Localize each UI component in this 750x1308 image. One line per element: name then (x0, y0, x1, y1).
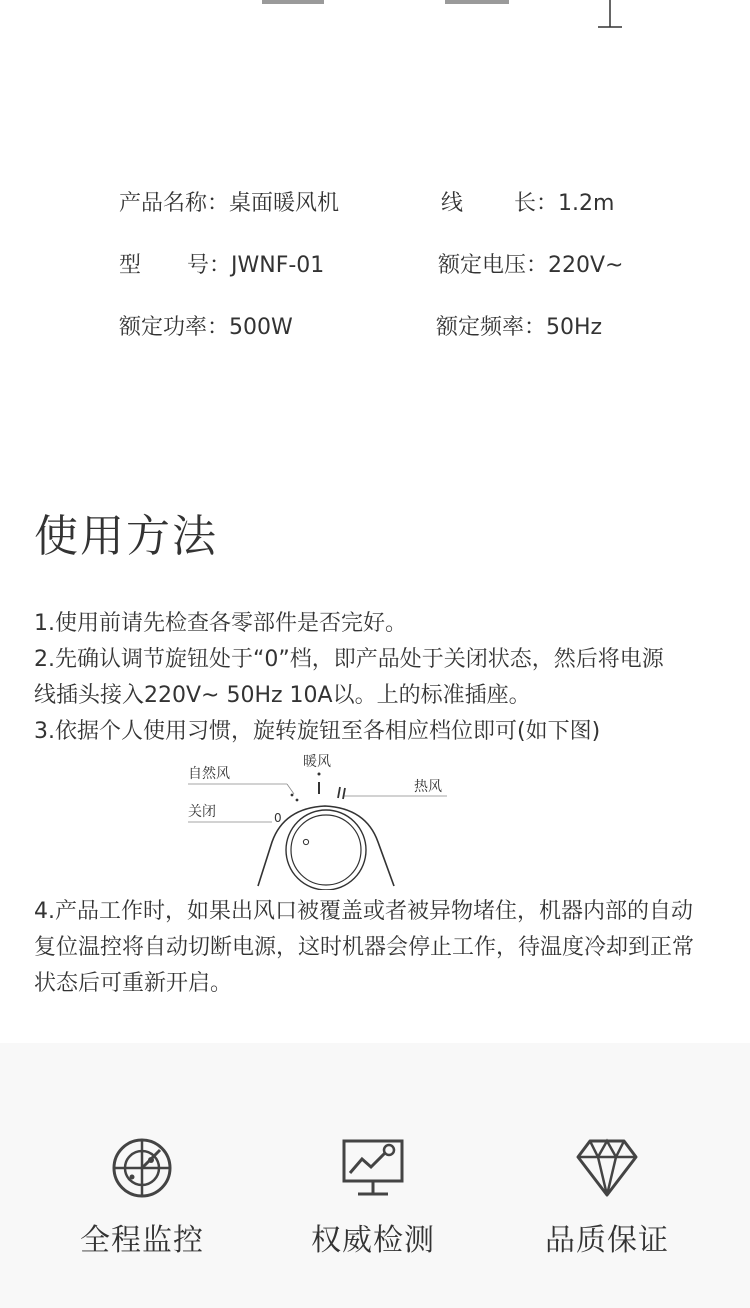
spec-cord-length (441, 186, 614, 217)
spec-label-part: 线 (441, 191, 464, 216)
spec-value: 500W (229, 315, 293, 340)
feature-label: 权威检测 (311, 1223, 435, 1258)
feature-label: 品质保证 (545, 1223, 669, 1258)
spec-label: 产品名称： (119, 191, 230, 216)
spec-voltage (438, 248, 624, 279)
feature-testing (273, 1133, 473, 1259)
mark-zero: 0 (274, 811, 282, 825)
spec-label: 额定电压： (438, 253, 549, 278)
feature-label: 全程监控 (80, 1223, 204, 1258)
feature-footer (0, 1043, 750, 1308)
feature-quality (507, 1133, 707, 1259)
label-hot-wind: 热风 (414, 779, 442, 795)
radar-icon (107, 1133, 177, 1203)
top-decoration (0, 0, 750, 40)
spec-label-part: 长： (514, 191, 559, 216)
label-natural-wind: 自然风 (188, 766, 230, 782)
usage-step-3: 3.依据个人使用习惯，旋转旋钮至各相应档位即可(如下图) (34, 719, 601, 744)
spec-value: 220V~ (548, 253, 624, 278)
usage-step-1: 1.使用前请先检查各零部件是否完好。 (34, 611, 407, 636)
spec-label-part: 号： (187, 253, 232, 278)
spec-table (0, 170, 750, 350)
monitor-chart-icon (338, 1133, 408, 1203)
spec-value: 50Hz (546, 315, 603, 340)
spec-power (119, 310, 293, 341)
spec-model (119, 248, 324, 279)
diamond-icon (572, 1133, 642, 1203)
usage-step-2: 2.先确认调节旋钮处于“0”档，即产品处于关闭状态，然后将电源线插头接入220V~ 50Hz 10A以。上的标准插座。 (34, 647, 664, 708)
spec-frequency (436, 310, 602, 341)
spec-product-name (119, 186, 339, 217)
section-title: 使用方法 (34, 511, 218, 562)
knob-diagram (180, 750, 460, 890)
label-warm-wind: 暖风 (303, 754, 331, 770)
spec-value: 桌面暖风机 (229, 191, 340, 216)
spec-label: 额定频率： (436, 315, 547, 340)
usage-step-4: 4.产品工作时，如果出风口被覆盖或者被异物堵住，机器内部的自动复位温控将自动切断电源，这时机器会停止工作，待温度冷却到正常状态后可重新开启。 (34, 899, 695, 996)
spec-value: 1.2m (558, 191, 615, 216)
feature-monitoring (42, 1133, 242, 1259)
label-off: 关闭 (188, 804, 216, 820)
spec-value: JWNF-01 (231, 253, 325, 278)
spec-label: 额定功率： (119, 315, 230, 340)
spec-label-part: 型 (119, 253, 142, 278)
